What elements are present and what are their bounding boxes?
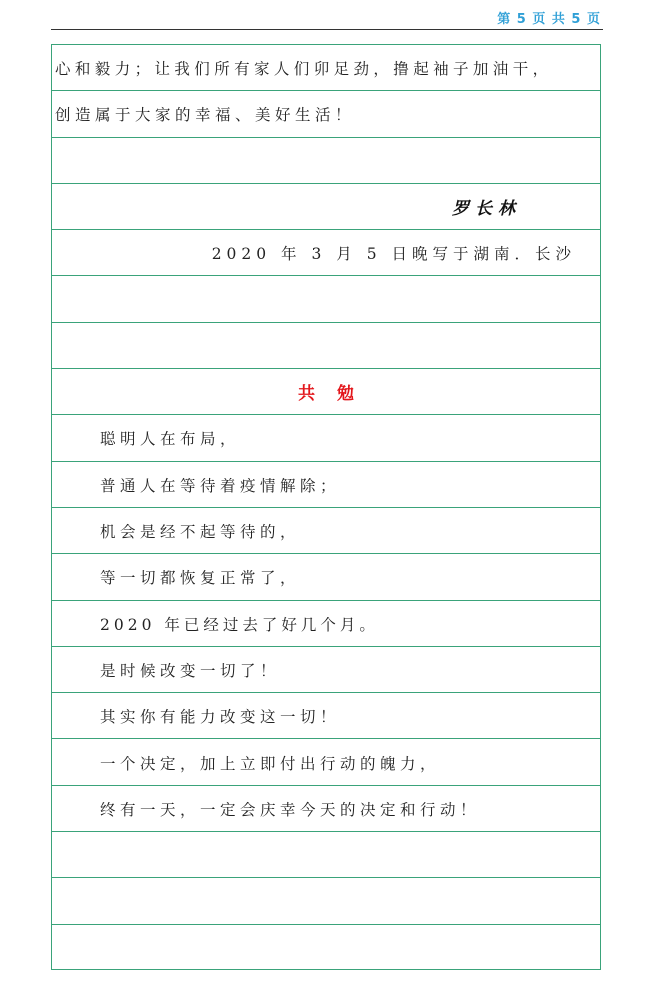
- grid-row: [52, 462, 600, 508]
- poem-line: 聪明人在布局，: [100, 430, 241, 449]
- grid-row: [52, 45, 600, 91]
- poem-line: 2020 年已经过去了好几个月。: [100, 615, 379, 634]
- grid-row: [52, 647, 600, 693]
- letter-line-1: 心和毅力；让我们所有家人们卯足劲，撸起袖子加油干，: [55, 60, 553, 78]
- signature: 罗长林: [452, 198, 521, 219]
- grid-row: [52, 925, 600, 971]
- grid-row: [52, 138, 600, 184]
- grid-row: [52, 91, 600, 137]
- ruled-writing-grid: [51, 44, 601, 970]
- grid-row: [52, 184, 600, 230]
- grid-row: [52, 878, 600, 924]
- poem-line: 其实你有能力改变这一切！: [100, 708, 341, 727]
- letter-line-2: 创造属于大家的幸福、美好生活！: [55, 106, 356, 125]
- grid-row: [52, 230, 600, 276]
- page-header: [51, 0, 603, 30]
- grid-row: [52, 693, 600, 739]
- grid-row: [52, 277, 600, 323]
- date-place: 2020 年 3 月 5 日晚写于湖南．长沙: [211, 245, 576, 264]
- poem-line: 普通人在等待着疫情解除；: [100, 476, 341, 495]
- poem-line: 机会是经不起等待的，: [100, 523, 301, 541]
- poem-line: 终有一天，一定会庆幸今天的决定和行动！: [100, 800, 481, 819]
- poem-line: 等一切都恢复正常了，: [100, 569, 301, 588]
- grid-row: [52, 554, 600, 600]
- grid-row: [52, 369, 600, 415]
- grid-row: [52, 508, 600, 554]
- grid-row: [52, 832, 600, 878]
- page-number: 第 5 页 共 5 页: [497, 12, 601, 27]
- grid-row: [52, 323, 600, 369]
- grid-row: [52, 601, 600, 647]
- poem-line: 一个决定，加上立即付出行动的魄力，: [100, 754, 441, 773]
- grid-row: [52, 786, 600, 832]
- poem-title: 共勉: [298, 384, 376, 405]
- grid-row: [52, 740, 600, 786]
- poem-line: 是时候改变一切了！: [100, 661, 281, 680]
- grid-row: [52, 415, 600, 461]
